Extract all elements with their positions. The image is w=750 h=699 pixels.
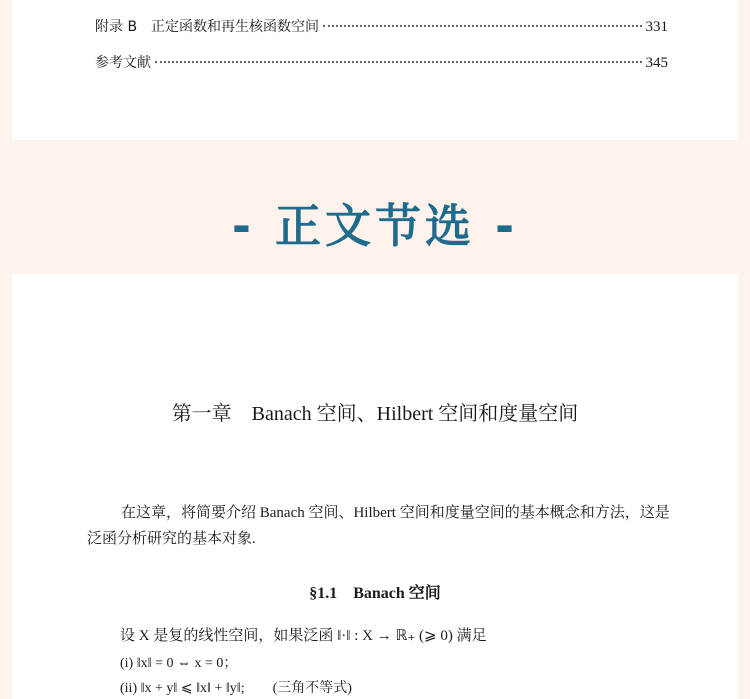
section-banner-title: - 正文节选 - xyxy=(231,199,519,253)
chapter-title: 第一章 Banach 空间、Hilbert 空间和度量空间 xyxy=(171,403,579,425)
toc-leader xyxy=(323,25,641,27)
toc-leader xyxy=(155,61,642,63)
axiom-line-i: (i) ‖x‖ = 0 ⇔ x = 0； xyxy=(120,656,238,671)
toc-entry-label: 附录 B 正定函数和再生核函数空间 xyxy=(95,19,320,35)
axiom-line-ii: (ii) ‖x + y‖ ⩽ ‖x‖ + ‖y‖; (三角不等式) xyxy=(120,681,352,696)
toc-entry-label: 参考文献 xyxy=(95,55,151,71)
toc-entry-appendix-b[interactable] xyxy=(95,16,668,36)
definition-line: 设 X 是复的线性空间，如果泛函 ‖·‖ : X → ℝ₊ (⩾ 0) 满足 xyxy=(120,628,487,644)
toc-card xyxy=(12,0,738,140)
toc-page-number: 345 xyxy=(645,55,668,71)
toc-entry-references[interactable] xyxy=(95,52,668,72)
toc-page-number: 331 xyxy=(645,19,668,35)
section-heading: §1.1 Banach 空间 xyxy=(309,585,441,602)
intro-paragraph: 在这章，将简要介绍 Banach 空间、Hilbert 空间和度量空间的基本概念和方法，这是泛函分析研究的基本对象. xyxy=(87,505,670,547)
